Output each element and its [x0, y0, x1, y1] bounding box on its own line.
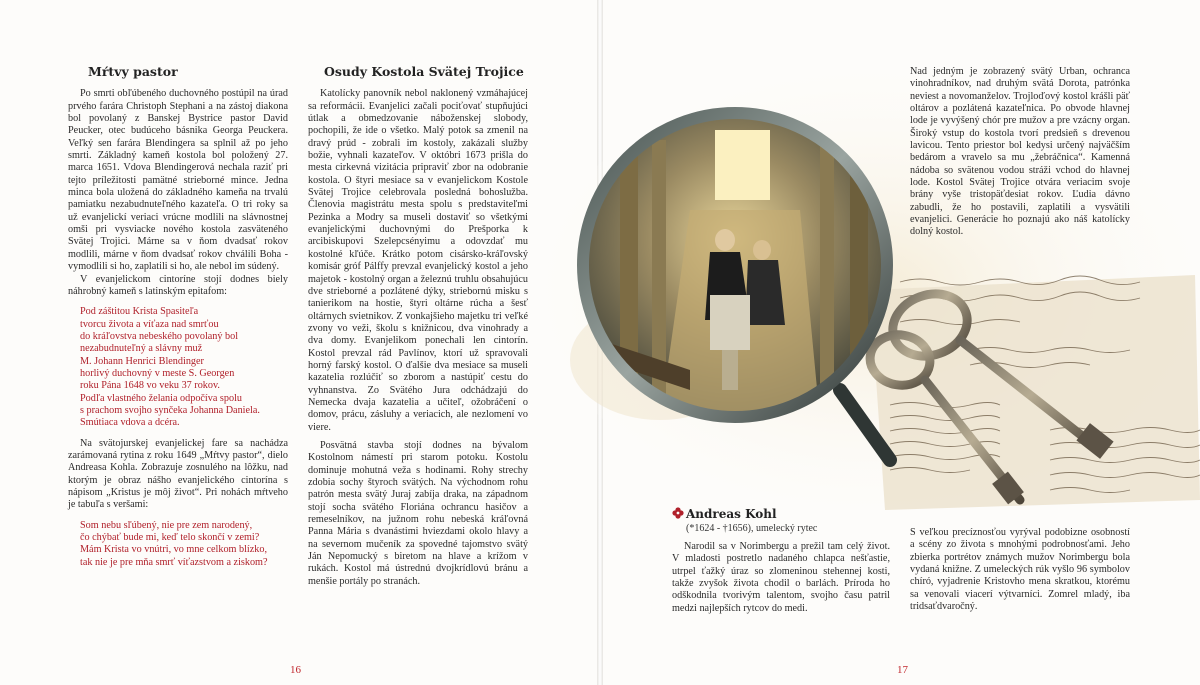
- column-bio-left: [672, 541, 890, 615]
- epitaph-line: roku Pána 1648 vo veku 37 rokov.: [80, 380, 220, 392]
- paragraph: S veľkou precíznosťou vyrýval podobizne osobností a scény zo života s mnohými podrobnosťami. Jeho zbierka portrétov známych mužov Norimbergu bola vydaná knižne. Z umeleckých rúk vyšlo 96 symbolov chíró, vyjadrenie Kristovho mena skratkou, ktorému sa venovali viacerí výtvarníci. Zomrel mladý, iba tridsaťdvaročný.: [910, 527, 1130, 613]
- epitaph-line: Pod záštitou Krista Spasiteľa: [80, 306, 199, 318]
- verse-line: tak nie je pre mňa smrť víťazstvom a ziskom?: [80, 556, 268, 568]
- verse-line: Som nebu sľúbený, nie pre zem narodený,: [80, 519, 253, 531]
- page-number-left: 16: [290, 664, 301, 676]
- column-mrtvy-pastor: [68, 66, 288, 577]
- red-flower-ornament-icon: [672, 507, 684, 519]
- epitaph: [80, 306, 288, 429]
- manuscript-background: [870, 275, 1200, 510]
- epitaph-line: do kráľovstva nebeského povolaný bol: [80, 330, 239, 342]
- epitaph-line: nezabudnuteľný a slávny muž: [80, 343, 203, 355]
- paragraph: Nad jedným je zobrazený svätý Urban, ochranca vinohradníkov, nad druhým svätá Dorota, patrónka neviest a novomanželov. Trojloďový kostol krášli päť oltárov a pozlátená kazateľnica. Po obvode hlavnej lode je vyvýšený chór pre mužov a pre vzácny organ. Široký vstup do kostola tvorí predsieň s drevenou lavicou. Tento priestor bol kedysi určený najväčším bedárom a vravelo sa mu „žebráčnica“. Kamenná nádoba so svätenou vodou stráži vchod do hlavnej lode. Kostol Svätej Trojice otvára veriacim svoje brány vyše tristopäťdesiat rokov. Ľudia dávno zabudli, že ho postavili, zaplatili a vysvätili evanjelici. Generácie ho poznajú ako náš katolícky dolný kostol.: [910, 66, 1130, 238]
- verse-line: čo chýbať bude mi, keď telo skončí v zemi?: [80, 532, 260, 544]
- column-osudy-kostola: [308, 66, 528, 588]
- epitaph-line: tvorcu života a víťaza nad smrťou: [80, 318, 219, 330]
- verse-line: Mám Krista vo vnútri, vo mne celkom blízko,: [80, 544, 268, 556]
- epitaph-line: M. Johann Henrici Blendinger: [80, 355, 204, 367]
- column-right-top: [910, 66, 1130, 239]
- bio-dates: (*1624 - †1656), umelecký rytec: [686, 523, 818, 534]
- column-bio-right: [910, 527, 1130, 613]
- page-number-right: 17: [897, 664, 908, 676]
- paragraph: Posvätná stavba stojí dodnes na bývalom Kostolnom námestí pri starom potoku. Kostolu dominuje mohutná veža s hodinami. Rohy strechy zdobia sochy štyroch svätých. Na východnom rohu patrón mesta svätý Juraj zabíja draka, na západnom stojí socha svätého Floriána ochrancu hasičov a remeselníkov, na južnom rohu nebeská kráľovná Panna Mária s dvanástimi hviezdami okolo hlavy a na severnom mučeník za spovedné tajomstvo svätý Ján Nepomucký s biretom na hlave a krížom v rukách. Kostol má ústrednú dvojkrídlovú bránu a menšie portály po stranách.: [308, 439, 528, 587]
- epitaph-line: Smútiaca vdova a dcéra.: [80, 417, 180, 429]
- section-title-osudy-kostola: Osudy Kostola Svätej Trojice: [324, 64, 524, 79]
- bio-name: Andreas Kohl: [686, 507, 777, 521]
- epitaph-line: horlivý duchovný v meste S. Georgen: [80, 367, 235, 379]
- paragraph: Narodil sa v Norimbergu a prežil tam celý život. V mladosti postretlo nadaného chlapca nešťastie, utrpel ťažký úraz so zlomeninou stehennej kosti, takže zvyšok života chodil o barlách. Príroda ho odškodnila tvorivým talentom, svojho času patril medzi najlepších rytcov do medi.: [672, 541, 890, 614]
- paragraph: V evanjelickom cintoríne stojí dodnes biely náhrobný kameň s latinským epitafom:: [68, 273, 288, 297]
- section-title-mrtvy-pastor: Mŕtvy pastor: [88, 64, 178, 79]
- verse: [80, 520, 288, 569]
- epitaph-line: Podľa vlastného želania odpočíva spolu: [80, 392, 243, 404]
- paragraph: Na svätojurskej evanjelickej fare sa nachádza zarámovaná rytina z roku 1649 „Mŕtvy pastor“, dielo Andreasa Kohla. Zobrazuje zosnulého na lôžku, nad ktorým je obraz nášho evanjelického cintorína s nápisom „Kristus je môj život“. Pri nohách mŕtveho je tabuľa s veršami:: [68, 437, 288, 511]
- left-page: [0, 0, 597, 685]
- paragraph: Po smrti obľúbeného duchovného postúpil na úrad prvého farára Christoph Stephani a na zástoj diakona bol povolaný z Banskej Bystrice pastor David Peucker, otec budúceho básnika Georga Peuckera. Veľký sen farára Blendingera sa splnil až po jeho smrti. Základný kameň kostola bol položený 27. marca 1651. Vdova Blendingerová nechala raziť pri tejto príležitosti pamätné strieborné mince. Jedna minca bola uložená do základného kameňa na trvalú pamiatku nezabudnuteľného kazateľa. O tri roky sa už evanjelickí veriaci vrúcne modlili na slávnostnej omši pri vysviacke nového kostola zasväteného Svätej Trojici. Márne sa v ňom dvadsať rokov modlili, márne v ňom dvadsať rokov chválili Boha - vymodlili si ho, zaplatili si ho, ale nebol im súdený.: [68, 88, 288, 273]
- paragraph: Katolícky panovník nebol naklonený vzmáhajúcej sa reformácii. Evanjelici začali pociťovať stupňujúci útlak a obmedzovanie náboženskej slobody, pochopili, že ide o všetko. Malý potok sa zmenil na dravý prúd - zobrali im kostoly, zakázali služby božie, vyhnali kazateľov. V októbri 1673 prišla do mesta cirkevná vizitácia pripraviť zbor na odobranie kostola. O štyri mesiace sa v evanjelickom Kostole Svätej Trojice celebrovala posledná bohoslužba. Členovia magistrátu mesta spolu s predstaviteľmi Pezinka a Modry sa museli dostaviť so všetkými evanjelickými duchovnými do Prešporka k arcibiskupovi Szelepcsényimu a odovzdať mu kostolné kľúče. Krátko potom cisársko-kráľovský komisár gróf Pálffy prevzal evanjelický kostol a jeho majetok - kostolný organ a železnú truhlu obsahujúcu dve strieborné a pozlátené dýky, striebornú misku s tanierikom na hostie, štyri oltárne rúcha a šesť oltárnych svietnikov. Z vonkajšieho majetku tri veľké zvony vo veži, školu s knižnicou, dva vinohrady a dva domy. Evanjelikom ponechali len cintorín. Kostol prevzal rád Pavlínov, ktorí už spravovali horný farský kostol. O ďalšie dva mesiace sa museli kazatelia rozlúčiť so zborom a nastúpiť cestu do vyhnanstva. Zo Svätého Jura odchádzajú do Nemecka dvaja kazatelia a učiteľ, ožobráčení o domov, prácu, zásluhy a veriacich, ale nezlomení vo viere.: [308, 88, 528, 433]
- epitaph-line: s prachom svojho synčeka Johanna Daniela.: [80, 404, 260, 416]
- bio-heading: [672, 505, 817, 534]
